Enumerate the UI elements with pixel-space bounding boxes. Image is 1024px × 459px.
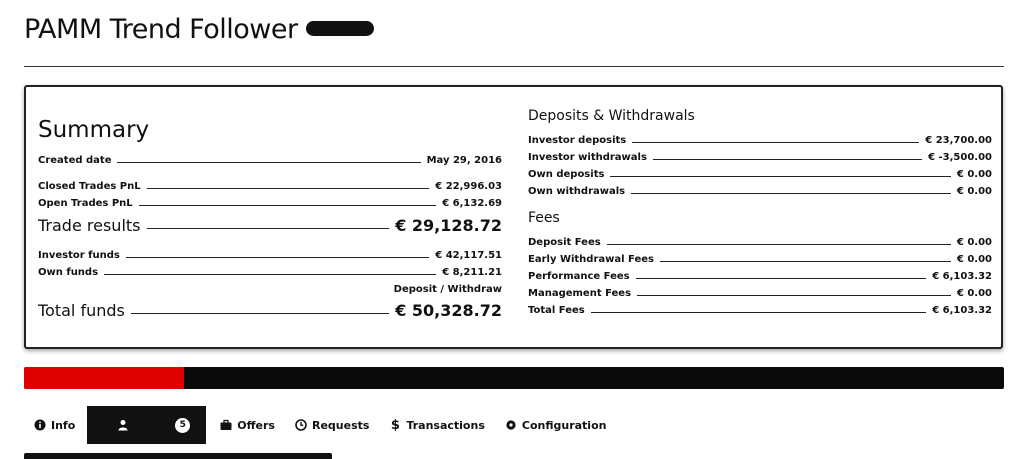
title-divider [24,66,1004,67]
leader-line [660,261,951,262]
progress-bar [24,367,1004,389]
total-funds-row [38,301,502,320]
closed-pnl-row [38,181,502,192]
tab-label: Configuration [521,418,607,432]
user-icon [117,419,129,431]
deposit-row [528,169,992,180]
created-date-label: Created date [38,155,112,166]
deposit-label: Own withdrawals [528,186,626,197]
deposit-row [528,186,992,197]
fee-row [528,254,992,265]
fee-value: € 0.00 [956,254,992,265]
tab-label: Requests [311,418,370,432]
leader-line [591,312,926,313]
leader-line [147,188,430,189]
tab-info[interactable] [24,406,85,444]
deposit-label: Investor deposits [528,135,627,146]
fee-row [528,271,992,282]
open-pnl-value: € 6,132.69 [442,198,502,209]
investor-funds-row [38,250,502,261]
deposit-label: Investor withdrawals [528,152,647,163]
trade-results-label: Trade results [38,216,141,235]
trade-results-row [38,216,502,235]
deposits-heading: Deposits & Withdrawals [528,108,695,124]
fee-label: Early Withdrawal Fees [528,254,654,265]
fee-row [528,288,992,299]
deposit-row [528,135,992,146]
fee-label: Deposit Fees [528,237,601,248]
open-pnl-row [38,198,502,209]
tab-label: Offers [237,418,275,432]
page-title-text: PAMM Trend Follower [24,14,298,45]
leader-line [126,257,429,258]
leader-line [636,278,927,279]
leader-line [653,159,922,160]
closed-pnl-value: € 22,996.03 [435,181,502,192]
fee-label: Performance Fees [528,271,630,282]
count-badge: 5 [175,418,190,433]
total-funds-value: € 50,328.72 [395,301,502,320]
redacted-label [306,21,374,36]
total-fees-row [528,305,992,316]
trade-results-value: € 29,128.72 [395,216,502,235]
leader-line [147,228,390,229]
leader-line [637,295,951,296]
created-date-value: May 29, 2016 [426,155,502,166]
gear-icon [505,419,517,431]
fees-heading: Fees [528,210,560,226]
info-circle-icon [34,419,46,431]
briefcase-icon [220,419,232,431]
tab-label: Transactions [406,418,485,432]
tab-panel-edge [24,453,332,459]
leader-line [131,313,389,314]
created-date-row [38,155,502,166]
own-funds-label: Own funds [38,267,99,278]
leader-line [607,244,951,245]
summary-heading: Summary [38,117,150,143]
fee-value: € 6,103.32 [932,271,992,282]
deposit-row [528,152,992,163]
tab-bar [24,406,616,444]
leader-line [631,193,951,194]
total-funds-label: Total funds [38,301,125,320]
clock-icon [295,419,307,431]
tab-investors[interactable] [87,406,206,444]
tab-configuration[interactable] [495,406,617,444]
summary-card [24,85,1003,349]
deposit-value: € 23,700.00 [925,135,992,146]
leader-line [632,142,919,143]
total-fees-label: Total Fees [528,305,585,316]
leader-line [104,274,436,275]
tab-requests[interactable] [285,406,379,444]
fee-value: € 0.00 [956,288,992,299]
fee-value: € 0.00 [956,237,992,248]
fee-row [528,237,992,248]
closed-pnl-label: Closed Trades PnL [38,181,141,192]
own-funds-value: € 8,211.21 [442,267,502,278]
tab-transactions[interactable] [379,406,494,444]
investor-funds-value: € 42,117.51 [435,250,502,261]
leader-line [610,176,950,177]
deposit-value: € 0.00 [956,169,992,180]
total-fees-value: € 6,103.32 [932,305,992,316]
progress-bar-fill [24,367,184,389]
deposit-withdraw-link[interactable]: Deposit / Withdraw [393,284,502,295]
tab-offers[interactable] [210,406,285,444]
deposit-value: € -3,500.00 [928,152,992,163]
open-pnl-label: Open Trades PnL [38,198,133,209]
investor-funds-label: Investor funds [38,250,120,261]
fee-label: Management Fees [528,288,632,299]
deposit-value: € 0.00 [956,186,992,197]
tab-label: Info [51,418,76,432]
own-funds-row [38,267,502,278]
leader-line [139,205,437,206]
dollar-icon: $ [390,417,400,433]
page-title [24,14,374,45]
deposit-label: Own deposits [528,169,605,180]
leader-line [117,162,420,163]
